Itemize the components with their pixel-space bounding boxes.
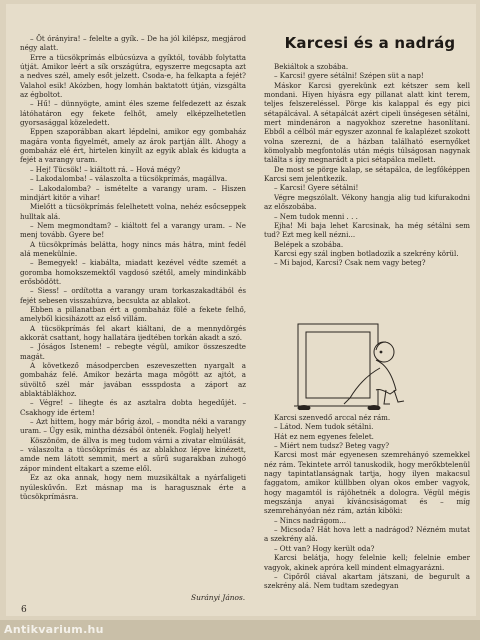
magazine-page <box>6 4 476 616</box>
paragraph: Máskor Karcsi gyerekünk ezt kétszer sem kell mondani. Hiyen hiyásra egy pillanat alatt kint terem, teljes felszereléssel. Pörge kis kalappal és egy pici sétapálcával. A sétapálcát azért cipeli ünségesen sétálni, mert mindenáron a nagyokhoz szeretne hasonlítani. Ebből a célból már egyszer azonnal fe kalaplézet szokott volna szerezni, de a házban található esernyőket kömolyabb megfontolás után mégis túlságosan nagynak találta s így megnarádt a pici sétapálca mellett. <box>264 80 470 165</box>
paragraph: – Bemegyek! – kiabálta, miadatt kezével védte szemét a goromba homokszemektől vagdosó szétől, amely mindinkább erősbödött. <box>20 258 246 286</box>
paragraph: – Ott van? Hogy került oda? <box>274 543 375 553</box>
paragraph: Ebben a pillanatban ért a gombaház fölé a fekete felhő, amelyből kicsiházott az első villám. <box>20 304 246 324</box>
paragraph: Végre megszólalt. Vékony hangja alig tud kifurakodni az előszobába. <box>264 192 470 212</box>
paragraph: A következő másodpercben eszeveszetten nyargalt a gombaház felé. Amikor bezárta maga mögött az ajtót, a süvöltő szél már javában essspdosta a záport az ablaktáblákhoz. <box>20 361 246 399</box>
paragraph: – Lakodalomba? – ismételte a varangy uram. – Hiszen mindjárt kitör a vihar! <box>20 183 246 202</box>
paragraph: – Cipőről ciával akartam játszani, de begurult a szekrény alá. Nem tudtam szedegyan <box>264 571 470 591</box>
paragraph: – Nem tudok menni . . . <box>274 211 358 221</box>
paragraph: – Látod. Nem tudok sétálni. <box>274 422 374 432</box>
child-under-cabinet-illustration <box>276 320 472 410</box>
paragraph: De most se pörge kalap, se sétapálca, de legfőképpen Karcsi sem jelentkezik. <box>264 164 470 184</box>
paragraph: Erre a tücsökprímás elbúcsúzva a gyíktól, tovább folytatta útját. Amikor leért a sík országútra, egyszerre megcsapta azt a nedves szél, amely esőt jelzett. Csoda-e, ha felkapta a fejét? Valahol esik! Akózben, hogy lomhán baktatott útján, vizsgálta az égboltot. <box>20 52 246 100</box>
paragraph: – Hű! – dünnyögte, amint éles szeme felfedezett az észak látóhatáron egy fekete felhőt, amely elképzelhetetlen gyorsasággal közeledett. <box>20 99 246 128</box>
paragraph: Hát ez nem egyenes felelet. <box>274 431 374 441</box>
article-body-bottom <box>264 413 470 591</box>
paragraph: – Miért nem tudsz? Beteg vagy? <box>274 441 390 451</box>
paragraph: Köszönöm, de állva is meg tudom várni a zivatar elmúlását, – válaszolta a tücsökprímás és az ablakhoz lépve kinézett, amde nem látott semmit, mert a sűrű sugarakban zuhogó zápor mindent eltakart a szeme elől. <box>20 435 246 473</box>
paragraph: Ejha! Mi baja lehet Karcsinak, ha még sétálni sem tud? Ezt meg kell nézni... <box>264 220 470 240</box>
article-title: Karcesi és a nadrág <box>284 34 456 52</box>
paragraph: A tücsökprímás belátta, hogy nincs más hátra, mint fedél alá menekülnie. <box>20 239 246 258</box>
paragraph: – Végre! – lihegte és az asztalra dobta hegedűjét. – Csakhogy ide értem! <box>20 398 246 417</box>
left-story-column <box>20 34 246 501</box>
paragraph: Eppen szaporábban akart lépdelni, amikor egy gombaház magára vonta figyelmét, amely az árok partján állt. Ahogy a gombaház elé ért, hirtelen kinyílt az egyik ablak és kidugta a fejét a varangy uram. <box>20 127 246 165</box>
paragraph: – Nem megmondtam? – kiáltott fel a varangy uram. – Ne menj tovább. Gyere be! <box>20 220 246 240</box>
paragraph: Karcsi egy szál ingben botladozik a szekrény körül. <box>274 248 459 258</box>
paragraph: – Hej! Tücsök! – kiáltott rá. – Hová mégy? <box>30 164 181 174</box>
paragraph: – Nincs nadrágom... <box>274 515 346 525</box>
paragraph: – Siess! – ordította a varangy uram torkaszakadtából és fejét sebesen visszahúzva, becsukta az ablakot. <box>20 286 246 305</box>
paragraph: – Micsoda? Hát hova lett a nadrágod? Nézném mutat a szekrény alá. <box>264 525 470 544</box>
article-body-top <box>264 62 470 268</box>
paragraph: – Karcsi! gyere sétálni! Szépen süt a nap! <box>274 71 424 81</box>
author-signature: Surányi János. <box>191 593 246 602</box>
page-number: 6 <box>21 605 27 615</box>
paragraph: – Jóságos Istenem! – rebegte végül, amikor összeszedte magát. <box>20 342 246 361</box>
paragraph: – Karcsi! Gyere sétálni! <box>274 183 359 193</box>
paragraph: – Mi bajod, Karcsi? Csak nem vagy beteg? <box>274 258 426 268</box>
watermark-text: Antikvarium.hu <box>4 623 104 636</box>
paragraph: Karcsi belátja, hogy felelnie kell; felelnie ember vagyok, akinek apróra kell mindent elmagyarázni. <box>264 553 470 572</box>
paragraph: A tücsökprímás fel akart kiáltani, de a mennydörgés akkorát csattant, hogy hallatára ijedtében torkán akadt a szó. <box>20 323 246 342</box>
paragraph: Karcsi most már egyenesen szemrehányó szemekkel néz rám. Tekintete arról tanuskodik, hogy merőkbtelenül nagy tapintatlanságnak tartja, hogy ilyen makacsul faggatom, amikor küllbben olyan okos ember vagyok, hogy magamtól is rájöhetnék a dologra. Végül mégis megszánja anyai kíváncsiságomat és – míg szemrehányóan néz rám, aztán kiböki: <box>264 450 470 516</box>
paragraph: – Lakodalomba! – válaszolta a tücsökprímás, magállva. <box>30 174 228 184</box>
paragraph: – Öt órányira! – felelte a gyík. – De ha jól kilépsz, megjárod négy alatt. <box>20 34 246 53</box>
paragraph: Mielőtt a tücsökprímás felelhetett volna, nehéz esőcseppek hulltak alá. <box>20 202 246 221</box>
paragraph: Karcsi szenvedő arccal néz rám. <box>274 413 391 422</box>
paragraph: Ez az oka annak, hogy nem muzsikáltak a nyárfaligeti nyúleskűvőn. Ezt másnap ma is haragusznak érte a tücsökprímásra. <box>20 473 246 501</box>
paragraph: Belépek a szobába. <box>274 239 344 249</box>
watermark-bar <box>0 620 480 640</box>
paragraph: – Azt hittem, hogy már bőrig ázol, – mondta néki a varangy uram. – Úgy esik, mintha dézsából öntenék. Foglalj helyet! <box>20 417 246 436</box>
paragraph: Bekiáltok a szobába. <box>274 62 349 71</box>
